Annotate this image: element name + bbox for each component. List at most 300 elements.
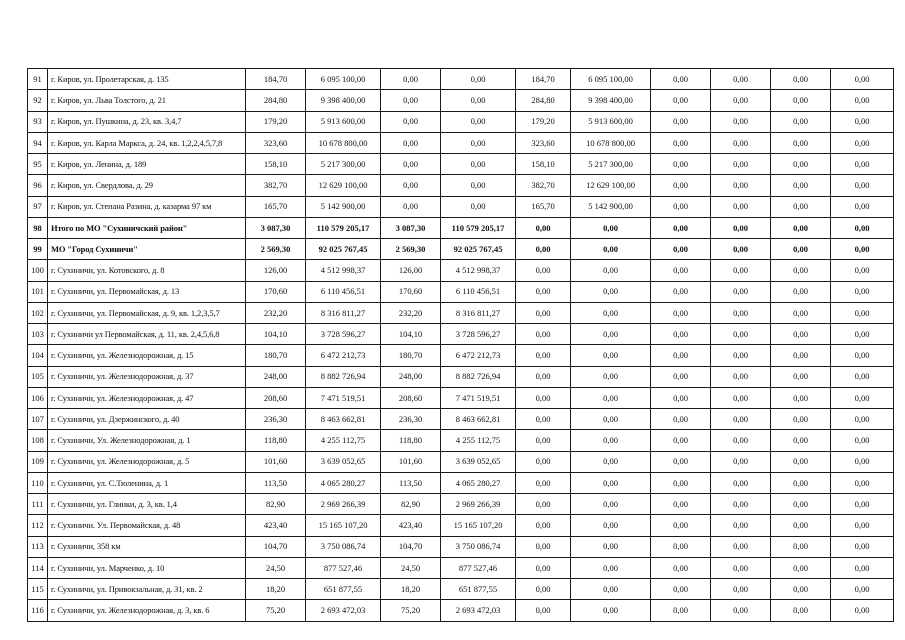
value-cell: 0,00	[771, 600, 831, 621]
value-cell: 0,00	[711, 494, 771, 515]
address-cell: Итого по МО "Сухиничский район"	[48, 217, 246, 238]
value-cell: 0,00	[831, 260, 894, 281]
value-cell: 0,00	[771, 302, 831, 323]
value-cell: 3 639 052,65	[441, 451, 516, 472]
table-row	[28, 260, 894, 281]
row-number: 94	[28, 132, 48, 153]
value-cell: 0,00	[516, 600, 571, 621]
table-row	[28, 366, 894, 387]
row-number: 116	[28, 600, 48, 621]
value-cell: 0,00	[771, 69, 831, 90]
value-cell: 9 398 400,00	[571, 90, 651, 111]
value-cell: 24,50	[381, 557, 441, 578]
value-cell: 0,00	[711, 366, 771, 387]
value-cell: 0,00	[516, 324, 571, 345]
value-cell: 8 463 662,81	[441, 409, 516, 430]
table-row	[28, 175, 894, 196]
address-cell: г. Киров, ул. Степана Разина, д. казарма 97 км	[48, 196, 246, 217]
value-cell: 0,00	[651, 472, 711, 493]
row-number: 98	[28, 217, 48, 238]
row-number: 99	[28, 239, 48, 260]
value-cell: 0,00	[771, 175, 831, 196]
value-cell: 0,00	[771, 111, 831, 132]
value-cell: 0,00	[771, 154, 831, 175]
value-cell: 651 877,55	[306, 579, 381, 600]
value-cell: 126,00	[246, 260, 306, 281]
address-cell: г. Сухиничи, ул. Первомайская, д. 13	[48, 281, 246, 302]
value-cell: 0,00	[711, 387, 771, 408]
value-cell: 0,00	[651, 90, 711, 111]
value-cell: 180,70	[246, 345, 306, 366]
table-row	[28, 387, 894, 408]
value-cell: 0,00	[651, 345, 711, 366]
value-cell: 236,30	[246, 409, 306, 430]
value-cell: 179,20	[246, 111, 306, 132]
row-number: 103	[28, 324, 48, 345]
row-number: 108	[28, 430, 48, 451]
table-row	[28, 281, 894, 302]
value-cell: 0,00	[571, 239, 651, 260]
value-cell: 0,00	[651, 69, 711, 90]
value-cell: 248,00	[246, 366, 306, 387]
value-cell: 118,80	[246, 430, 306, 451]
row-number: 92	[28, 90, 48, 111]
value-cell: 284,80	[246, 90, 306, 111]
value-cell: 0,00	[771, 90, 831, 111]
table-row	[28, 111, 894, 132]
value-cell: 2 569,30	[246, 239, 306, 260]
value-cell: 208,60	[381, 387, 441, 408]
value-cell: 0,00	[516, 302, 571, 323]
value-cell: 0,00	[711, 557, 771, 578]
value-cell: 4 065 280,27	[441, 472, 516, 493]
value-cell: 0,00	[831, 154, 894, 175]
value-cell: 101,60	[246, 451, 306, 472]
value-cell: 0,00	[651, 366, 711, 387]
value-cell: 0,00	[516, 387, 571, 408]
value-cell: 5 913 600,00	[306, 111, 381, 132]
value-cell: 0,00	[571, 409, 651, 430]
value-cell: 0,00	[381, 90, 441, 111]
row-number: 97	[28, 196, 48, 217]
value-cell: 0,00	[831, 90, 894, 111]
value-cell: 877 527,46	[306, 557, 381, 578]
table-row	[28, 409, 894, 430]
address-cell: г. Киров, ул. Льва Толстого, д. 21	[48, 90, 246, 111]
value-cell: 0,00	[831, 324, 894, 345]
address-cell: г. Киров, ул. Пушкина, д. 23, кв. 3,4,7	[48, 111, 246, 132]
value-cell: 232,20	[246, 302, 306, 323]
value-cell: 0,00	[516, 217, 571, 238]
value-cell: 0,00	[831, 451, 894, 472]
address-cell: г. Киров, ул. Пролетарская, д. 135	[48, 69, 246, 90]
row-number: 104	[28, 345, 48, 366]
value-cell: 113,50	[246, 472, 306, 493]
value-cell: 0,00	[651, 494, 711, 515]
row-number: 110	[28, 472, 48, 493]
value-cell: 184,70	[246, 69, 306, 90]
value-cell: 0,00	[571, 387, 651, 408]
value-cell: 5 142 900,00	[571, 196, 651, 217]
value-cell: 75,20	[381, 600, 441, 621]
value-cell: 423,40	[246, 515, 306, 536]
address-cell: г. Сухиничи, 358 км	[48, 536, 246, 557]
value-cell: 0,00	[711, 111, 771, 132]
value-cell: 0,00	[711, 472, 771, 493]
value-cell: 0,00	[651, 239, 711, 260]
address-cell: г. Сухиничи, ул. Котовского, д. 8	[48, 260, 246, 281]
row-number: 113	[28, 536, 48, 557]
value-cell: 0,00	[711, 451, 771, 472]
table-row	[28, 536, 894, 557]
value-cell: 0,00	[771, 515, 831, 536]
value-cell: 8 463 662,81	[306, 409, 381, 430]
value-cell: 8 316 811,27	[441, 302, 516, 323]
value-cell: 0,00	[771, 536, 831, 557]
value-cell: 0,00	[771, 472, 831, 493]
value-cell: 0,00	[771, 260, 831, 281]
row-number: 95	[28, 154, 48, 175]
value-cell: 0,00	[571, 281, 651, 302]
value-cell: 3 639 052,65	[306, 451, 381, 472]
value-cell: 0,00	[831, 515, 894, 536]
value-cell: 4 255 112,75	[306, 430, 381, 451]
address-cell: г. Сухиничи, ул. Железнодорожная, д. 47	[48, 387, 246, 408]
row-number: 114	[28, 557, 48, 578]
value-cell: 0,00	[651, 430, 711, 451]
value-cell: 110 579 205,17	[441, 217, 516, 238]
value-cell: 0,00	[831, 600, 894, 621]
value-cell: 0,00	[711, 430, 771, 451]
value-cell: 0,00	[831, 281, 894, 302]
value-cell: 0,00	[831, 494, 894, 515]
value-cell: 0,00	[831, 557, 894, 578]
value-cell: 110 579 205,17	[306, 217, 381, 238]
value-cell: 0,00	[651, 515, 711, 536]
value-cell: 0,00	[831, 196, 894, 217]
value-cell: 0,00	[831, 111, 894, 132]
value-cell: 0,00	[831, 217, 894, 238]
row-number: 91	[28, 69, 48, 90]
value-cell: 0,00	[441, 69, 516, 90]
value-cell: 15 165 107,20	[441, 515, 516, 536]
value-cell: 0,00	[771, 196, 831, 217]
value-cell: 0,00	[651, 409, 711, 430]
value-cell: 0,00	[441, 196, 516, 217]
value-cell: 0,00	[711, 90, 771, 111]
address-cell: г. Сухиничи, ул. Железнодорожная, д. 37	[48, 366, 246, 387]
address-cell: г. Сухиничи, ул. Железнодорожная, д. 5	[48, 451, 246, 472]
table-row	[28, 196, 894, 217]
value-cell: 0,00	[831, 409, 894, 430]
value-cell: 113,50	[381, 472, 441, 493]
value-cell: 0,00	[831, 132, 894, 153]
value-cell: 15 165 107,20	[306, 515, 381, 536]
value-cell: 0,00	[571, 579, 651, 600]
value-cell: 10 678 800,00	[571, 132, 651, 153]
value-cell: 82,90	[381, 494, 441, 515]
address-cell: г. Киров, ул. Свердлова, д. 29	[48, 175, 246, 196]
value-cell: 0,00	[571, 345, 651, 366]
value-cell: 0,00	[771, 494, 831, 515]
value-cell: 0,00	[711, 217, 771, 238]
value-cell: 0,00	[771, 132, 831, 153]
value-cell: 18,20	[381, 579, 441, 600]
value-cell: 0,00	[441, 175, 516, 196]
value-cell: 0,00	[711, 324, 771, 345]
value-cell: 0,00	[711, 600, 771, 621]
value-cell: 0,00	[571, 260, 651, 281]
value-cell: 0,00	[516, 430, 571, 451]
value-cell: 0,00	[381, 175, 441, 196]
value-cell: 0,00	[771, 239, 831, 260]
value-cell: 0,00	[651, 324, 711, 345]
value-cell: 5 217 300,00	[571, 154, 651, 175]
table-row	[28, 302, 894, 323]
value-cell: 323,60	[246, 132, 306, 153]
address-cell: г. Сухиничи, Ул. Железнодорожная, д. 1	[48, 430, 246, 451]
row-number: 102	[28, 302, 48, 323]
table-row	[28, 515, 894, 536]
value-cell: 3 750 086,74	[441, 536, 516, 557]
value-cell: 651 877,55	[441, 579, 516, 600]
value-cell: 101,60	[381, 451, 441, 472]
row-number: 107	[28, 409, 48, 430]
address-cell: г. Сухиничи, ул. Железнодорожная, д. 3, кв. 6	[48, 600, 246, 621]
value-cell: 7 471 519,51	[306, 387, 381, 408]
row-number: 115	[28, 579, 48, 600]
value-cell: 0,00	[831, 430, 894, 451]
value-cell: 0,00	[651, 451, 711, 472]
value-cell: 0,00	[771, 345, 831, 366]
value-cell: 2 969 266,39	[306, 494, 381, 515]
value-cell: 0,00	[711, 281, 771, 302]
value-cell: 0,00	[831, 69, 894, 90]
value-cell: 6 110 456,51	[306, 281, 381, 302]
value-cell: 0,00	[771, 579, 831, 600]
table-row	[28, 600, 894, 621]
value-cell: 0,00	[571, 600, 651, 621]
value-cell: 0,00	[516, 579, 571, 600]
value-cell: 0,00	[651, 111, 711, 132]
value-cell: 104,70	[381, 536, 441, 557]
value-cell: 0,00	[571, 451, 651, 472]
value-cell: 3 087,30	[246, 217, 306, 238]
value-cell: 0,00	[516, 366, 571, 387]
value-cell: 0,00	[711, 239, 771, 260]
value-cell: 0,00	[381, 154, 441, 175]
address-cell: г. Сухиничи, ул. Марченко, д. 10	[48, 557, 246, 578]
row-number: 105	[28, 366, 48, 387]
value-cell: 3 087,30	[381, 217, 441, 238]
value-cell: 12 629 100,00	[306, 175, 381, 196]
value-cell: 877 527,46	[441, 557, 516, 578]
value-cell: 4 512 998,37	[306, 260, 381, 281]
row-number: 93	[28, 111, 48, 132]
value-cell: 0,00	[771, 409, 831, 430]
value-cell: 0,00	[831, 472, 894, 493]
value-cell: 284,80	[516, 90, 571, 111]
value-cell: 0,00	[441, 90, 516, 111]
value-cell: 0,00	[651, 302, 711, 323]
table-body	[28, 69, 894, 622]
value-cell: 158,10	[516, 154, 571, 175]
value-cell: 0,00	[831, 175, 894, 196]
value-cell: 0,00	[571, 472, 651, 493]
address-cell: г. Киров, ул. Карла Маркса, д. 24, кв. 1,2,2,4,5,7,8	[48, 132, 246, 153]
value-cell: 5 217 300,00	[306, 154, 381, 175]
value-cell: 4 255 112,75	[441, 430, 516, 451]
value-cell: 0,00	[651, 536, 711, 557]
value-cell: 92 025 767,45	[306, 239, 381, 260]
table-row	[28, 132, 894, 153]
value-cell: 0,00	[831, 302, 894, 323]
value-cell: 323,60	[516, 132, 571, 153]
value-cell: 0,00	[516, 451, 571, 472]
address-cell: г. Сухиничи, ул. С.Тюленина, д. 1	[48, 472, 246, 493]
value-cell: 0,00	[571, 536, 651, 557]
value-cell: 0,00	[516, 345, 571, 366]
value-cell: 0,00	[771, 387, 831, 408]
table-row	[28, 90, 894, 111]
value-cell: 248,00	[381, 366, 441, 387]
value-cell: 3 728 596,27	[306, 324, 381, 345]
value-cell: 232,20	[381, 302, 441, 323]
table-row	[28, 324, 894, 345]
value-cell: 8 882 726,94	[441, 366, 516, 387]
value-cell: 0,00	[651, 600, 711, 621]
value-cell: 0,00	[651, 132, 711, 153]
value-cell: 0,00	[516, 557, 571, 578]
value-cell: 104,10	[381, 324, 441, 345]
value-cell: 0,00	[831, 239, 894, 260]
value-cell: 0,00	[831, 579, 894, 600]
value-cell: 0,00	[771, 557, 831, 578]
value-cell: 0,00	[516, 281, 571, 302]
value-cell: 0,00	[441, 132, 516, 153]
table-row	[28, 472, 894, 493]
value-cell: 0,00	[831, 345, 894, 366]
value-cell: 0,00	[651, 579, 711, 600]
address-cell: г. Сухиничи, ул. Дзержинского, д. 40	[48, 409, 246, 430]
value-cell: 0,00	[516, 536, 571, 557]
total-row	[28, 217, 894, 238]
value-cell: 0,00	[571, 302, 651, 323]
value-cell: 0,00	[771, 366, 831, 387]
value-cell: 170,60	[246, 281, 306, 302]
row-number: 100	[28, 260, 48, 281]
value-cell: 208,60	[246, 387, 306, 408]
address-cell: г. Сухиничи. Ул. Первомайская, д. 48	[48, 515, 246, 536]
value-cell: 180,70	[381, 345, 441, 366]
value-cell: 2 569,30	[381, 239, 441, 260]
value-cell: 6 095 100,00	[571, 69, 651, 90]
table-row	[28, 451, 894, 472]
value-cell: 0,00	[711, 302, 771, 323]
address-cell: г. Сухиничи ул Первомайская, д. 11, кв. 2,4,5,6,8	[48, 324, 246, 345]
table-row	[28, 154, 894, 175]
value-cell: 5 142 900,00	[306, 196, 381, 217]
value-cell: 0,00	[516, 260, 571, 281]
value-cell: 3 728 596,27	[441, 324, 516, 345]
value-cell: 0,00	[831, 536, 894, 557]
value-cell: 0,00	[771, 451, 831, 472]
value-cell: 158,10	[246, 154, 306, 175]
housing-data-table	[27, 68, 894, 622]
value-cell: 0,00	[571, 430, 651, 451]
value-cell: 0,00	[771, 324, 831, 345]
address-cell: г. Сухиничи, ул. Привокзальная, д. 31, кв. 2	[48, 579, 246, 600]
total-row	[28, 239, 894, 260]
value-cell: 0,00	[571, 494, 651, 515]
value-cell: 0,00	[711, 260, 771, 281]
value-cell: 184,70	[516, 69, 571, 90]
value-cell: 0,00	[571, 366, 651, 387]
value-cell: 0,00	[651, 281, 711, 302]
value-cell: 7 471 519,51	[441, 387, 516, 408]
value-cell: 165,70	[246, 196, 306, 217]
address-cell: г. Сухиничи, ул. Глинки, д. 3, кв. 1,4	[48, 494, 246, 515]
value-cell: 0,00	[711, 175, 771, 196]
value-cell: 8 316 811,27	[306, 302, 381, 323]
value-cell: 0,00	[571, 324, 651, 345]
value-cell: 382,70	[246, 175, 306, 196]
value-cell: 0,00	[441, 154, 516, 175]
value-cell: 0,00	[651, 196, 711, 217]
value-cell: 4 512 998,37	[441, 260, 516, 281]
value-cell: 6 472 212,73	[306, 345, 381, 366]
table-row	[28, 494, 894, 515]
table-row	[28, 557, 894, 578]
value-cell: 0,00	[711, 154, 771, 175]
value-cell: 0,00	[711, 196, 771, 217]
row-number: 101	[28, 281, 48, 302]
value-cell: 92 025 767,45	[441, 239, 516, 260]
value-cell: 0,00	[771, 281, 831, 302]
value-cell: 0,00	[516, 409, 571, 430]
address-cell: г. Киров, ул. Ленина, д. 189	[48, 154, 246, 175]
value-cell: 0,00	[711, 345, 771, 366]
value-cell: 0,00	[711, 515, 771, 536]
value-cell: 0,00	[711, 69, 771, 90]
value-cell: 0,00	[651, 154, 711, 175]
value-cell: 6 472 212,73	[441, 345, 516, 366]
value-cell: 2 693 472,03	[306, 600, 381, 621]
value-cell: 4 065 280,27	[306, 472, 381, 493]
address-cell: г. Сухиничи, ул. Железнодорожная, д. 15	[48, 345, 246, 366]
address-cell: г. Сухиничи, ул. Первомайская, д. 9, кв. 1,2,3,5,7	[48, 302, 246, 323]
value-cell: 6 110 456,51	[441, 281, 516, 302]
value-cell: 0,00	[651, 557, 711, 578]
value-cell: 0,00	[571, 557, 651, 578]
value-cell: 104,10	[246, 324, 306, 345]
row-number: 106	[28, 387, 48, 408]
value-cell: 75,20	[246, 600, 306, 621]
value-cell: 0,00	[831, 387, 894, 408]
address-cell: МО "Город Сухиничи"	[48, 239, 246, 260]
value-cell: 3 750 086,74	[306, 536, 381, 557]
row-number: 96	[28, 175, 48, 196]
value-cell: 0,00	[711, 132, 771, 153]
value-cell: 104,70	[246, 536, 306, 557]
value-cell: 0,00	[651, 217, 711, 238]
value-cell: 0,00	[571, 515, 651, 536]
value-cell: 0,00	[831, 366, 894, 387]
row-number: 109	[28, 451, 48, 472]
value-cell: 0,00	[651, 387, 711, 408]
value-cell: 82,90	[246, 494, 306, 515]
value-cell: 2 693 472,03	[441, 600, 516, 621]
